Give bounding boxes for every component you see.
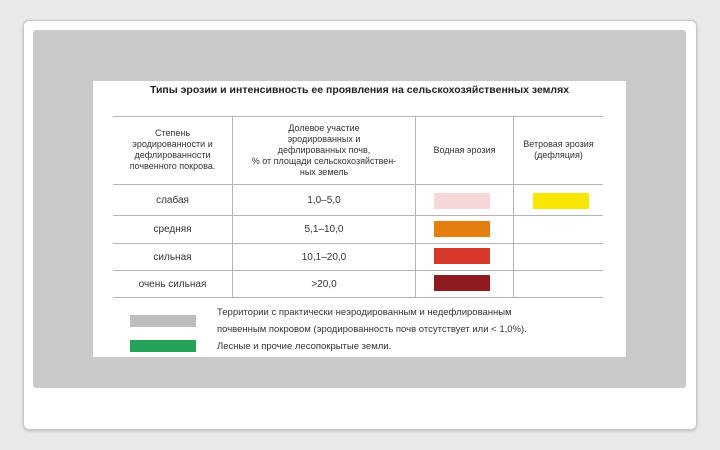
degree-cell: сильная: [153, 251, 192, 263]
document-title: Типы эрозии и интенсивность ее проявления на сельскохозяйственных землях: [149, 84, 570, 96]
header-share: Долевое участие эродированных и дефлированных почв, % от площади сельскохозяйствен- ных земель: [251, 122, 397, 177]
water-erosion-swatch: [434, 248, 490, 264]
degree-cell: средняя: [153, 224, 192, 235]
share-cell: 1,0–5,0: [307, 194, 341, 206]
document-image: [93, 81, 626, 357]
degree-cell: очень сильная: [138, 278, 207, 290]
share-cell: >20,0: [311, 278, 337, 290]
legend-swatch-green: [130, 340, 196, 352]
degree-cell: слабая: [156, 194, 189, 206]
erosion-table: [113, 111, 603, 379]
legend-text-line: Лесные и прочие лесопокрытые земли.: [217, 341, 392, 352]
header-wind-erosion: Ветровая эрозия (дефляция): [523, 139, 594, 160]
legend-swatch-gray: [130, 315, 196, 327]
header-degree: Степень эродированности и дефлированности почвенного покрова.: [129, 128, 216, 171]
header-water-erosion: Водная эрозия: [433, 144, 496, 155]
legend-text-line: Территории с практически неэродированным и недефлированным: [217, 307, 512, 318]
water-erosion-swatch: [434, 193, 490, 209]
share-cell: 10,1–20,0: [301, 251, 347, 263]
legend-text-line: почвенным покровом (эродированность почв отсутствует или < 1,0%).: [217, 324, 527, 335]
water-erosion-swatch: [434, 275, 490, 291]
share-cell: 5,1–10,0: [304, 224, 344, 235]
wind-erosion-swatch: [533, 193, 589, 209]
water-erosion-swatch: [434, 221, 490, 237]
table-line: [113, 297, 603, 298]
